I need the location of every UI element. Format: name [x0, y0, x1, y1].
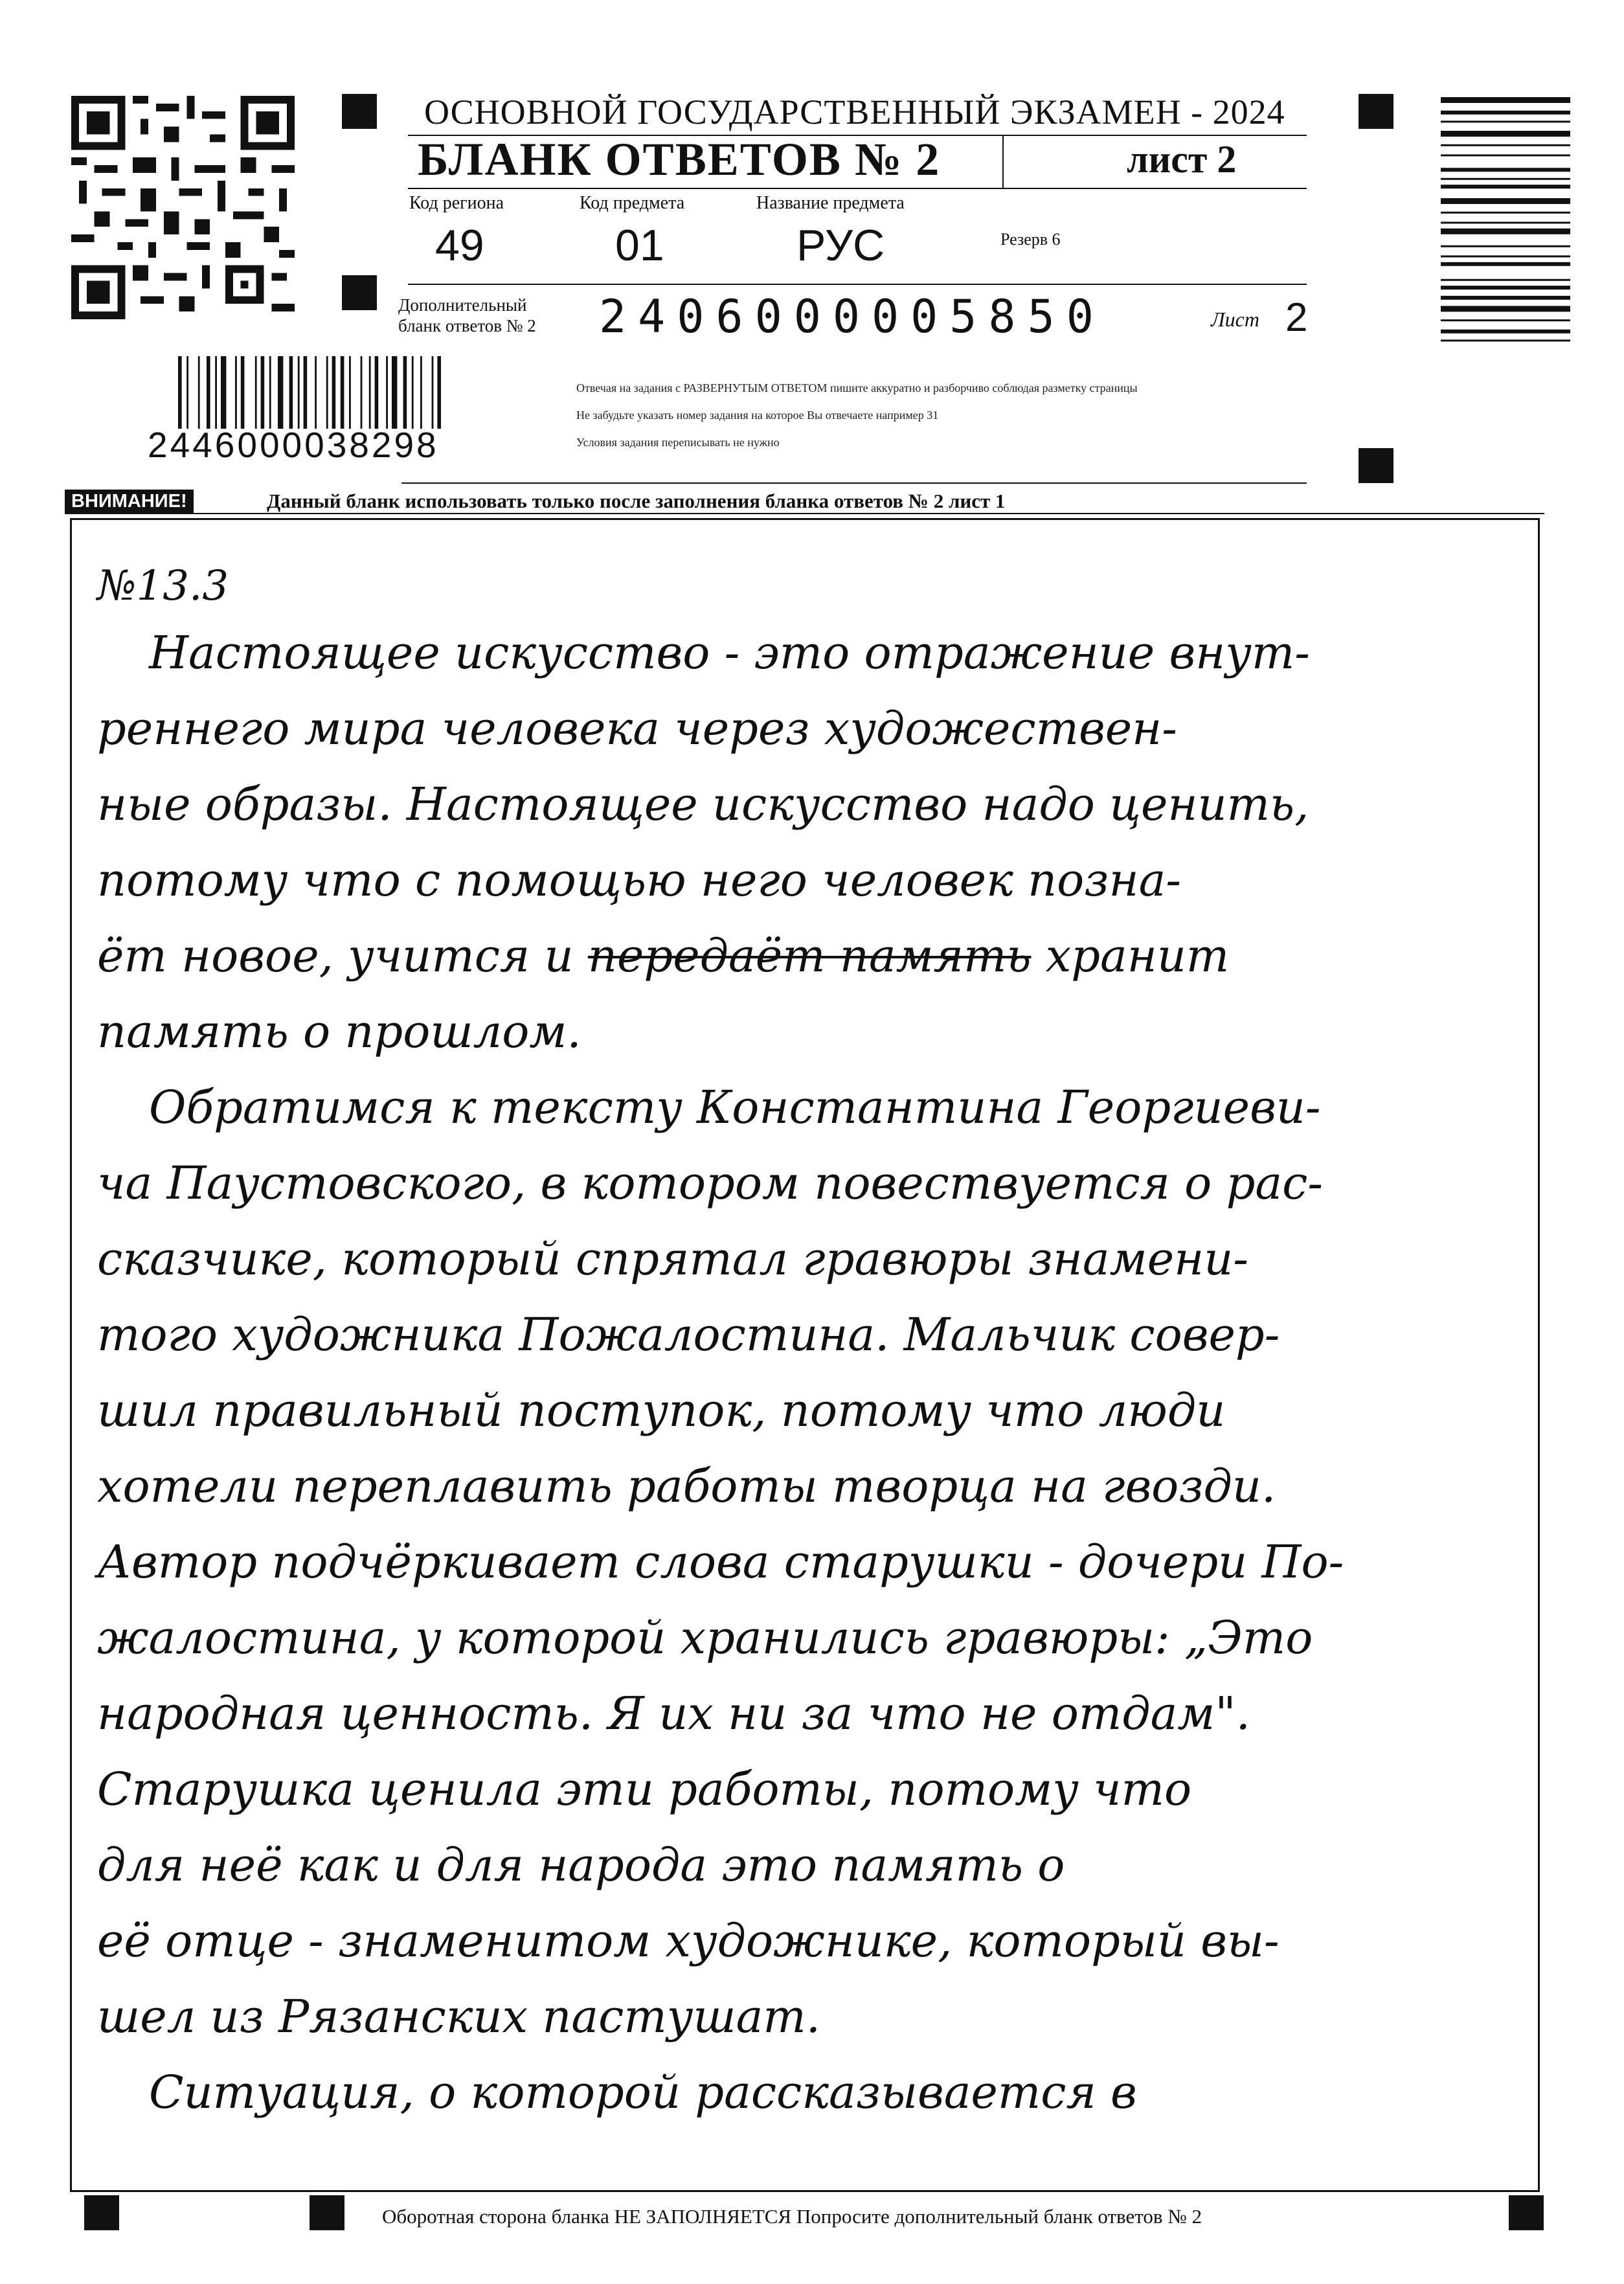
- answer-line: сказчике, который спрятал гравюры знамени-: [97, 1232, 1248, 1285]
- alignment-marker: [310, 2195, 344, 2230]
- divider: [1002, 136, 1004, 189]
- subject-name-value: РУС: [796, 221, 885, 270]
- answer-line: для неё как и для народа это память о: [97, 1838, 1065, 1892]
- answer-line: реннего мира человека через художествен-: [97, 702, 1177, 755]
- answer-line: Автор подчёркивает слова старушки - дочери По-: [97, 1535, 1344, 1589]
- subject-code-value: 01: [615, 221, 664, 270]
- reserve-field: Резерв 6: [1000, 230, 1061, 249]
- answer-line: Настоящее искусство - это отражение внут-: [149, 626, 1310, 679]
- answer-line: ча Паустовского, в котором повествуется о рас-: [97, 1157, 1323, 1210]
- answer-line: шил правильный поступок, потому что люди: [97, 1384, 1226, 1437]
- instruction-line: Условия задания переписывать не нужно: [576, 436, 780, 449]
- answer-line: хотели переплавить работы творца на гвозди.: [97, 1460, 1276, 1513]
- answer-line: того художника Пожалостина. Мальчик совер-: [97, 1308, 1280, 1361]
- alignment-marker: [1509, 2195, 1544, 2230]
- divider: [408, 284, 1307, 285]
- answer-line: народная ценность. Я их ни за что не отдам".: [97, 1687, 1250, 1740]
- qr-code: [71, 96, 295, 319]
- answer-line: [97, 918, 1528, 994]
- region-value: 49: [435, 221, 484, 270]
- list-label: Лист: [1211, 308, 1259, 331]
- side-barcode: [1441, 97, 1570, 466]
- alignment-marker: [1359, 94, 1393, 129]
- answer-line: память о прошлом.: [97, 1005, 581, 1058]
- divider: [65, 513, 1544, 514]
- answer-line: шел из Рязанских пастушат.: [97, 1990, 821, 2043]
- form-title: БЛАНК ОТВЕТОВ № 2: [418, 133, 941, 185]
- instruction-line: Отвечая на задания с РАЗВЕРНУТЫМ ОТВЕТОМ пишите аккуратно и разборчиво соблюдая разметку страницы: [576, 381, 1138, 394]
- answer-line: потому что с помощью него человек позна-: [97, 854, 1181, 907]
- answer-line: Обратимся к тексту Константина Георгиеви-: [149, 1081, 1321, 1134]
- answer-line: ные образы. Настоящее искусство надо ценить,: [97, 778, 1309, 831]
- divider: [408, 188, 1307, 189]
- footer-note: Оборотная сторона бланка НЕ ЗАПОЛНЯЕТСЯ Попросите дополнительный бланк ответов № 2: [382, 2205, 1202, 2228]
- alignment-marker: [84, 2195, 119, 2230]
- extra-sheet-label-line: бланк ответов № 2: [398, 316, 536, 335]
- answer-line: жалостина, у которой хранились гравюры: „Это: [97, 1611, 1313, 1664]
- instructions: [576, 374, 1138, 456]
- answer-line: Ситуация, о которой рассказывается в: [149, 2066, 1137, 2119]
- sheet-label: лист 2: [1127, 138, 1237, 181]
- extra-sheet-number: 2406000005850: [599, 290, 1105, 343]
- answer-line: её отце - знаменитом художнике, который вы-: [97, 1914, 1280, 1967]
- crossed-out-text: передаёт память: [587, 929, 1032, 982]
- task-number: №13.3: [97, 562, 229, 610]
- extra-sheet-label: [398, 295, 536, 336]
- warning-text: Данный бланк использовать только после заполнения бланка ответов № 2 лист 1: [267, 490, 1006, 512]
- divider: [401, 482, 1307, 484]
- subject-name-label: Название предмета: [756, 193, 905, 213]
- extra-sheet-label-line: Дополнительный: [398, 295, 527, 315]
- barcode: [178, 356, 515, 429]
- instruction-line: Не забудьте указать номер задания на которое Вы отвечаете например 31: [576, 409, 939, 422]
- alignment-marker: [342, 94, 377, 129]
- answer-line-end: хранит: [1031, 929, 1230, 982]
- answer-line-start: ёт новое, учится и: [97, 929, 588, 982]
- warning-badge: ВНИМАНИЕ!: [65, 490, 194, 513]
- handwritten-answer: [97, 557, 1528, 2131]
- subject-code-label: Код предмета: [580, 193, 685, 213]
- alignment-marker: [342, 275, 377, 310]
- list-number: 2: [1285, 295, 1308, 340]
- exam-title: ОСНОВНОЙ ГОСУДАРСТВЕННЫЙ ЭКЗАМЕН - 2024: [424, 93, 1285, 131]
- region-label: Код региона: [409, 193, 504, 213]
- alignment-marker: [1359, 448, 1393, 483]
- answer-line: Старушка ценила эти работы, потому что: [97, 1763, 1192, 1816]
- barcode-number: 2446000038298: [148, 425, 439, 465]
